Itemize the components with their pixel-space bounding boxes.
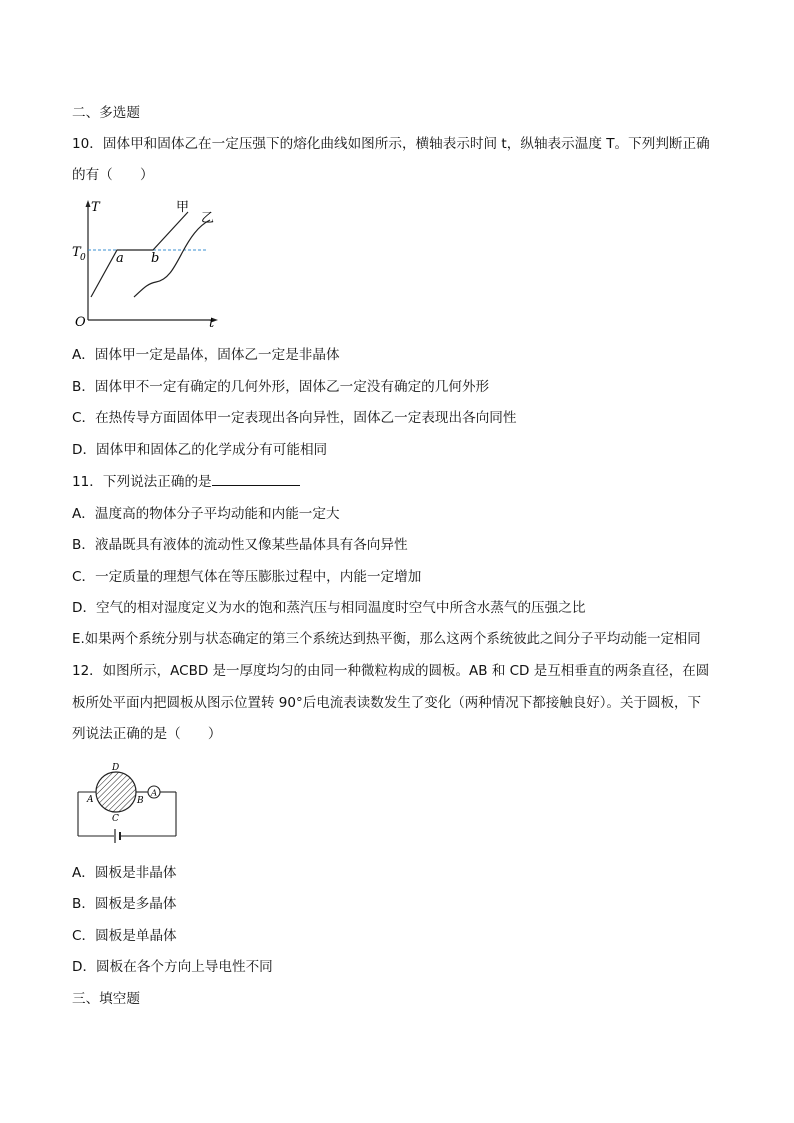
crystal-disc [96,772,136,812]
curve-jia-label: 甲 [176,200,190,215]
label-d: D [112,763,120,773]
q11-option-a: A．温度高的物体分子平均动能和内能一定大 [72,506,340,522]
q11-option-d: D．空气的相对湿度定义为水的饱和蒸汽压与相同温度时空气中所含水蒸气的压强之比 [72,600,586,616]
origin-label: O [75,315,86,330]
x-axis-label: t [209,316,215,331]
q10-option-b: B．固体甲不一定有确定的几何外形，固体乙一定没有确定的几何外形 [72,379,490,395]
t0-label: T [72,245,81,260]
q10-option-c: C．在热传导方面固体甲一定表现出各向异性，固体乙一定表现出各向同性 [72,410,517,426]
q12-stem-line1: 12．如图所示，ACBD 是一厚度均匀的由同一种微粒构成的圆板。AB 和 CD 是互相垂直的两条直径，在圆 [72,663,710,679]
q12-stem-line3: 列说法正确的是（ ） [72,726,222,742]
q12-option-c: C．圆板是单晶体 [72,928,177,944]
curve-yi-label: 乙 [201,211,215,226]
q10-stem-line2: 的有（ ） [72,167,154,183]
q11-option-b: B．液晶既具有液体的流动性又像某些晶体具有各向异性 [72,537,408,553]
q12-circuit-figure [74,760,184,842]
q12-stem-line2: 板所处平面内把圆板从图示位置转 90°后电流表读数发生了变化（两种情况下都接触良好）。关于圆板，下 [72,695,701,711]
section-title-fill-in: 三、填空题 [72,991,140,1007]
label-b: B [137,796,144,806]
ammeter-label: A [151,788,158,799]
curve-yi [134,220,210,297]
y-axis-label: T [91,200,100,215]
point-a-label: a [116,251,124,266]
q10-melting-curve-figure [70,198,230,332]
q12-option-b: B．圆板是多晶体 [72,896,177,912]
answer-blank [212,471,300,486]
q10-option-a: A．固体甲一定是晶体，固体乙一定是非晶体 [72,347,340,363]
point-b-label: b [151,251,160,266]
section-title-multiple-choice: 二、多选题 [72,105,140,121]
q11-stem: 11．下列说法正确的是 [72,474,212,490]
q11-option-c: C．一定质量的理想气体在等压膨胀过程中，内能一定增加 [72,569,422,585]
curve-jia [91,212,188,297]
t0-subscript: 0 [80,253,86,263]
q10-option-d: D．固体甲和固体乙的化学成分有可能相同 [72,442,328,458]
q11-option-e: E.如果两个系统分别与状态确定的第三个系统达到热平衡，那么这两个系统彼此之间分子平均动能一定相同 [72,632,701,647]
q11-stem-line [72,471,300,492]
y-axis-arrow [86,200,91,207]
q12-option-d: D．圆板在各个方向上导电性不同 [72,959,273,975]
label-c: C [112,814,119,824]
q12-option-a: A．圆板是非晶体 [72,865,177,881]
q10-stem-line1: 10．固体甲和固体乙在一定压强下的熔化曲线如图所示，横轴表示时间 t，纵轴表示温度 T。下列判断正确 [72,136,710,152]
label-a: A [87,795,94,805]
